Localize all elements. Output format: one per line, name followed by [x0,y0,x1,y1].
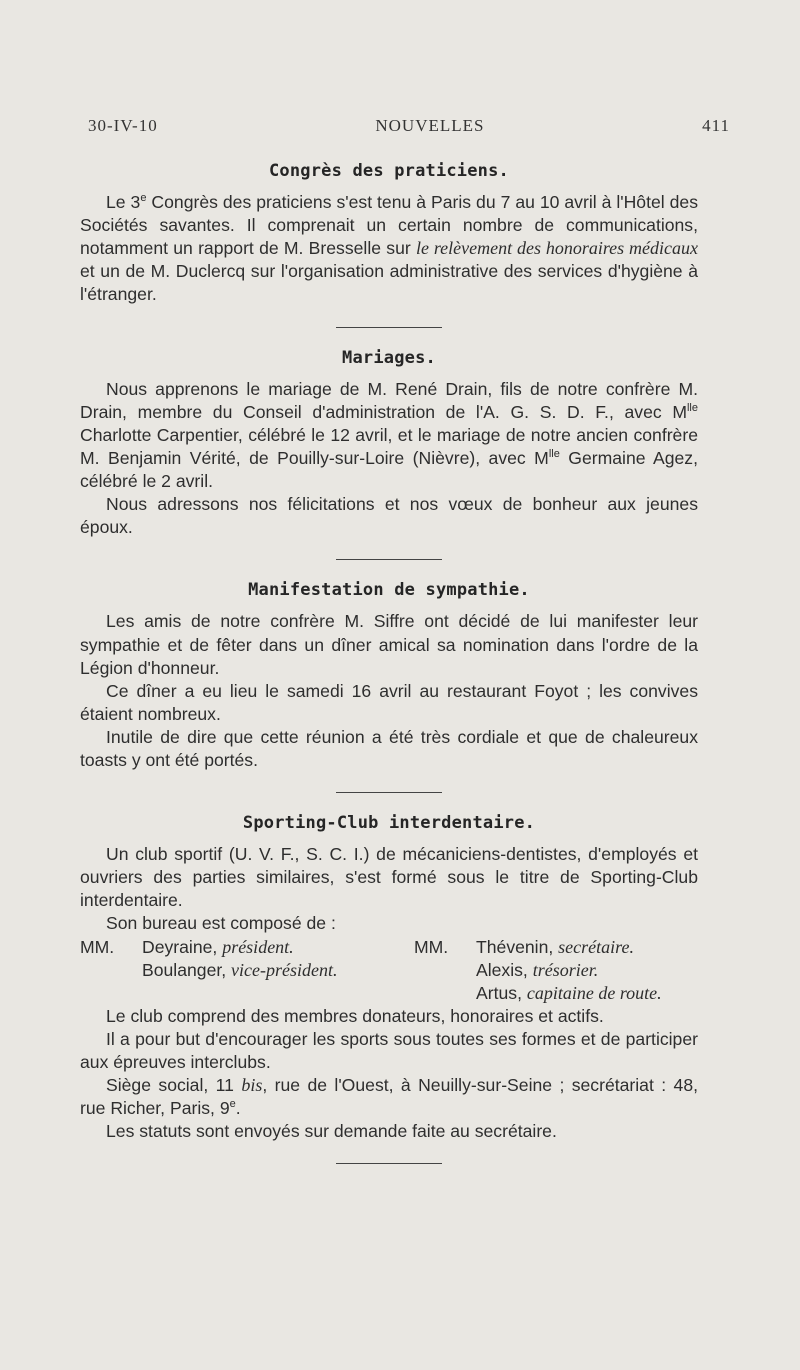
section-title-sympathie: Manifestation de sympathie. [248,580,530,601]
italic-text: bis [241,1075,263,1096]
officer-entry [414,936,698,959]
paragraph [80,1074,698,1120]
superscript: lle [548,448,560,461]
paragraph: Le club comprend des membres donateurs, honoraires et actifs. [106,1005,604,1026]
paragraph: Nous adressons nos félicitations et nos vœux de bonheur aux jeunes époux. [80,494,698,538]
paragraph: Les statuts sont envoyés sur demande faite au secrétaire. [106,1121,557,1142]
officer-entry [414,959,698,982]
mm-label: MM. [80,936,115,957]
mm-label: MM. [414,936,449,957]
text-run: Siège social, 11 [106,1075,242,1096]
header-page-number: 411 [702,116,730,135]
officer-name: Artus, [476,982,527,1003]
section-title-sporting: Sporting-Club interdentaire. [242,813,536,834]
section-divider [336,1163,442,1164]
paragraph: Son bureau est composé de : [106,913,336,934]
club-officers [80,936,698,1005]
section-divider [336,327,442,328]
text-run: Congrès des praticiens s'est tenu à Paris du 7 au 10 avril à l'Hôtel des Sociétés savantes. Il comprenait un certain nombre de communications, notamment un rapport de M. Bresselle sur [80,192,699,259]
superscript: lle [686,401,698,414]
paragraph: Inutile de dire que cette réunion a été très cordiale et que de chaleureux toasts y ont été portés. [80,726,698,770]
text-run: Nous apprenons le mariage de M. René Drain, fils de notre confrère M. Drain, membre du Conseil d'administration de l'A. G. S. D. F., avec M [80,378,698,422]
running-header [88,116,730,136]
section-divider [336,792,442,793]
header-date: 30-IV-10 [88,116,158,135]
text-run: Germaine Agez, célébré le 2 avril. [80,447,698,492]
italic-title: le relèvement des honoraires médicaux [415,238,698,259]
officer-name: Boulanger, [142,959,232,980]
paragraph [80,191,698,306]
officer-entry [80,959,414,982]
superscript: e [229,1098,236,1111]
officer-role: président. [222,936,294,957]
officer-entry [414,982,698,1005]
officers-left-column [80,936,414,1005]
page-content [80,160,698,1183]
text-run: et un de M. Duclercq sur l'organisation administrative des services d'hygiène à l'étranger. [80,261,698,305]
officers-right-column [414,936,698,1005]
officer-role: vice-président. [231,959,338,980]
section-title-mariages: Mariages. [342,347,436,368]
header-section: NOUVELLES [375,116,485,135]
superscript: e [140,192,147,205]
paragraph [80,378,698,493]
officer-role: trésorier. [532,959,599,980]
section-divider [336,559,442,560]
section-title-congres: Congrès des praticiens. [268,161,509,181]
text-run: Charlotte Carpentier, célébré le 12 avril, et le mariage de notre ancien confrère M. Benjamin Vérité, de Pouilly-sur-Loire (Nièvre), avec M [80,424,698,468]
paragraph: Il a pour but d'encourager les sports sous toutes ses formes et de participer aux épreuves interclubs. [80,1028,698,1072]
officer-name: Deyraine, [142,936,223,957]
paragraph: Ce dîner a eu lieu le samedi 16 avril au restaurant Foyot ; les convives étaient nombreux. [80,680,698,724]
text-run: . [235,1098,241,1119]
paragraph: Les amis de notre confrère M. Siffre ont décidé de lui manifester leur sympathie et de fêter dans un dîner amical sa nomination dans l'ordre de la Légion d'honneur. [80,611,698,678]
officer-role: capitaine de route. [526,982,662,1003]
text-run: Le 3 [106,192,141,213]
officer-entry [80,936,414,959]
paragraph: Un club sportif (U. V. F., S. C. I.) de mécaniciens-dentistes, d'employés et ouvriers des parties similaires, s'est formé sous le titre de Sporting-Club interdentaire. [80,844,698,911]
text-run: , rue de l'Ouest, à Neuilly-sur-Seine ; secrétariat : 48, rue Richer, Paris, 9 [80,1075,698,1119]
officer-name: Alexis, [476,959,533,980]
officer-role: secrétaire. [558,936,634,957]
officer-name: Thévenin, [476,936,559,957]
